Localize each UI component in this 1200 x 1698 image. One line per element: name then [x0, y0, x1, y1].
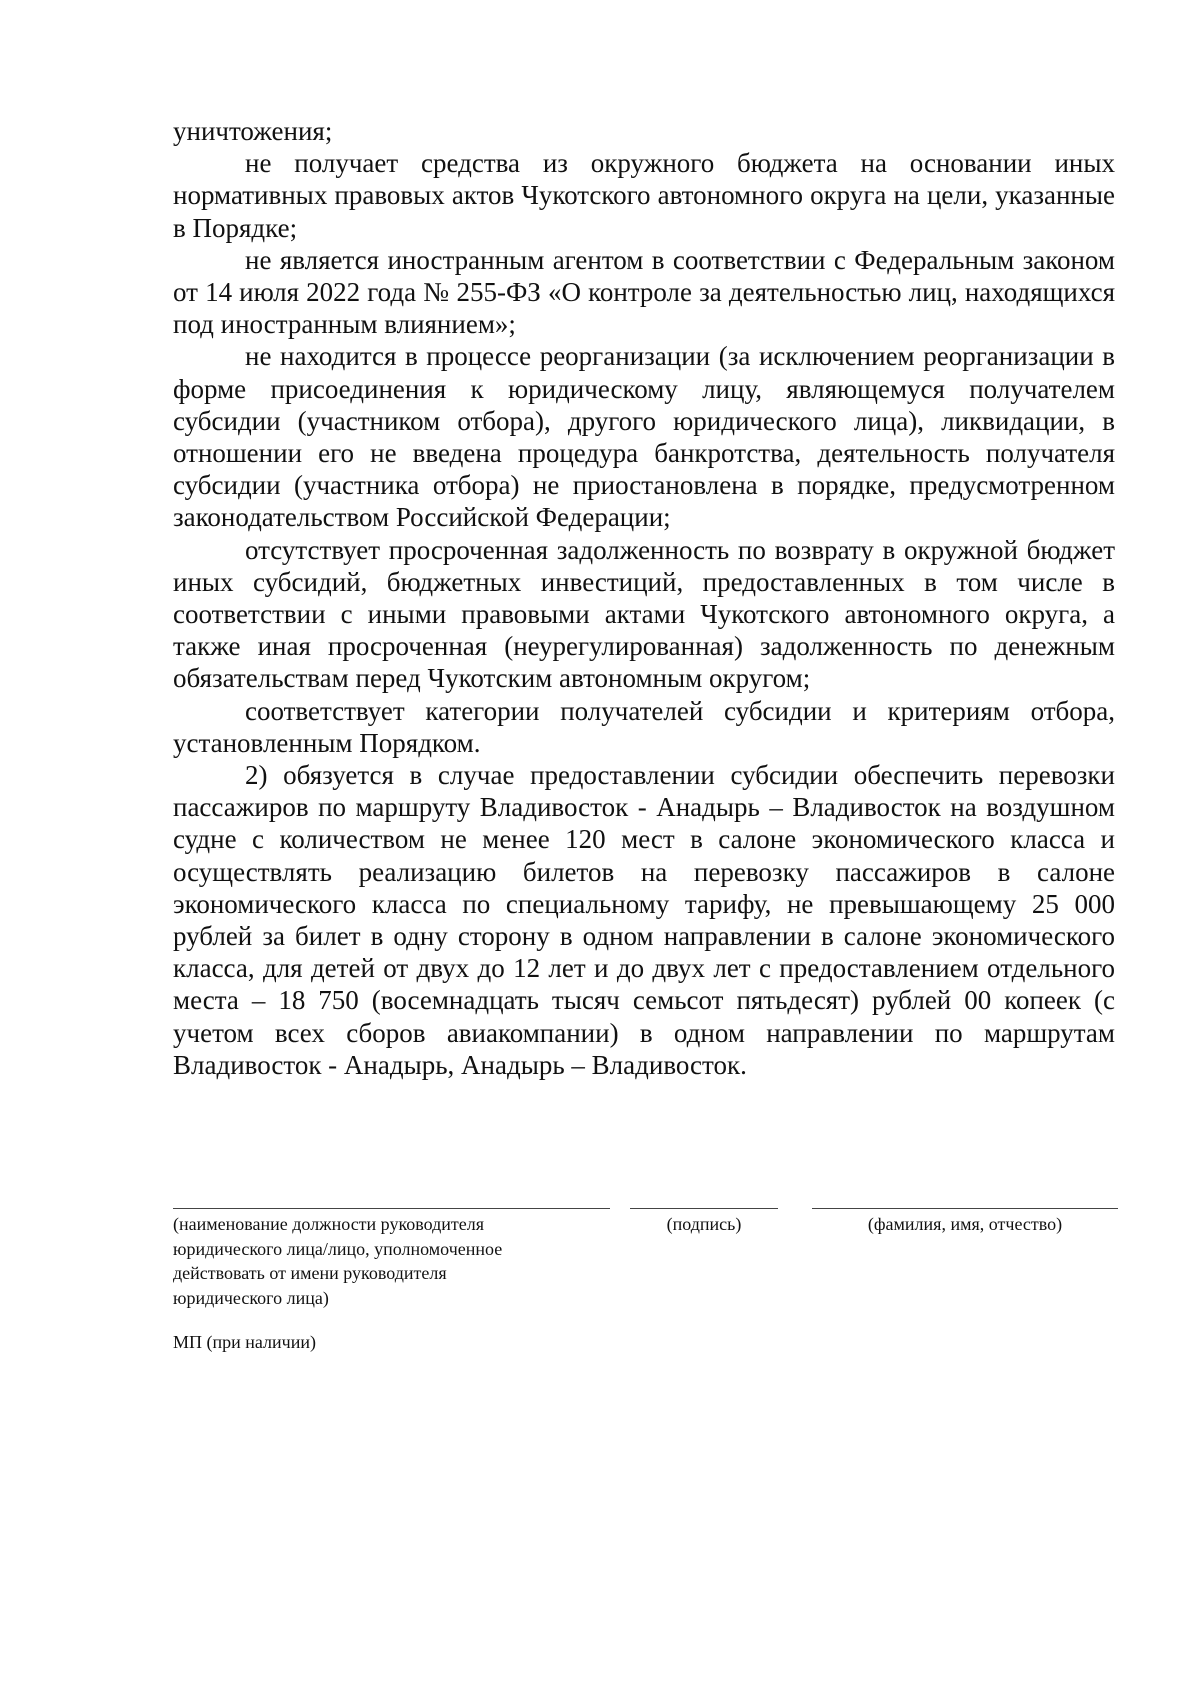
- position-caption-line: (наименование должности руководителя: [173, 1214, 485, 1234]
- position-caption-line: юридического лица): [173, 1287, 329, 1308]
- position-caption-line: юридического лица/лицо, уполномоченное: [173, 1238, 503, 1259]
- paragraph-no-other-funds: не получает средства из окружного бюджета на основании иных нормативных правовых актов Чукотского автономного округа на цели, указанные в Порядке;: [173, 148, 1115, 243]
- paragraph-no-reorganization: не находится в процессе реорганизации (за исключением реорганизации в форме присоединения к юридическому лицу, являющемуся получателем субсидии (участником отбора), другого юридического лица), ликвидации, в отношении его не введена процедура банкротства, деятельность получателя субсидии (участника отбора) не приостановлена в порядке, предусмотренном законодательством Российской Федерации;: [173, 341, 1115, 533]
- paragraph-obligation: 2) обязуется в случае предоставлении субсидии обеспечить перевозки пассажиров по маршруту Владивосток - Анадырь – Владивосток на воздушном судне с количеством не менее 120 мест в салоне экономического класса и осуществлять реализацию билетов на перевозку пассажиров в салоне экономического класса по специальному тарифу, не превышающему 25 000 рублей за билет в одну сторону в одном направлении в салоне экономического класса, для детей от двух до 12 лет и до двух лет с предоставлением отдельного места – 18 750 (восемнадцать тысяч семьсот пятьдесят) рублей 00 копеек (с учетом всех сборов авиакомпании) в одном направлении по маршрутам Владивосток - Анадырь, Анадырь – Владивосток.: [173, 760, 1115, 1080]
- paragraph-not-foreign-agent: не является иностранным агентом в соответствии с Федеральным законом от 14 июля 2022 года № 255-ФЗ «О контроле за деятельностью лиц, находящихся под иностранным влиянием»;: [173, 244, 1115, 340]
- signature-caption: (подпись): [666, 1214, 742, 1234]
- position-caption: [173, 1212, 613, 1310]
- name-caption: (фамилия, имя, отчество): [867, 1214, 1063, 1234]
- signature-line: [630, 1208, 778, 1209]
- name-signature-line: [812, 1208, 1118, 1209]
- stamp-note: МП (при наличии): [173, 1332, 316, 1352]
- position-caption-line: действовать от имени руководителя: [173, 1263, 447, 1283]
- paragraph-category-compliance: соответствует категории получателей субсидии и критериям отбора, установленным Порядком.: [173, 695, 1115, 758]
- paragraph-continuation: уничтожения;: [173, 116, 333, 146]
- position-signature-line: [173, 1208, 610, 1209]
- document-body: [173, 115, 1115, 1081]
- paragraph-no-overdue-debt: отсутствует просроченная задолженность по возврату в окружной бюджет иных субсидий, бюджетных инвестиций, предоставленных в том числе в соответствии с иными правовыми актами Чукотского автономного округа, а также иная просроченная (неурегулированная) задолженность по денежным обязательствам перед Чукотским автономным округом;: [173, 534, 1115, 694]
